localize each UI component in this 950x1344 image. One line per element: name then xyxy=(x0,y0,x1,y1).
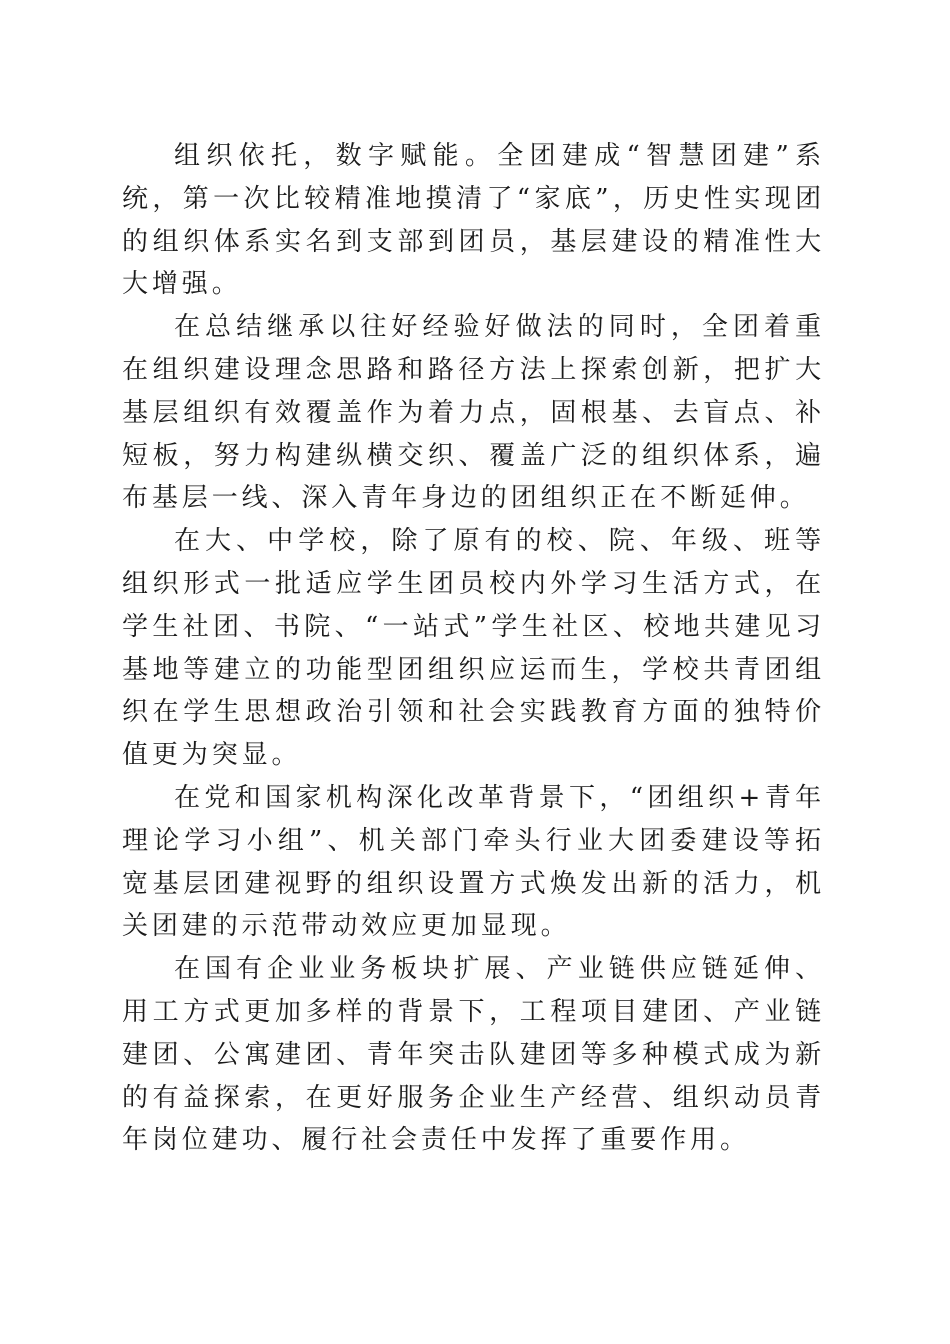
paragraph: 在大、中学校，除了原有的校、院、年级、班等组织形式一批适应学生团员校内外学习生活方式，在学生社团、书院、“一站式”学生社区、校地共建见习基地等建立的功能型团组织应运而生，学校共青团组织在学生思想政治引领和社会实践教育方面的独特价值更为突显。 xyxy=(122,526,825,771)
paragraph: 在总结继承以往好经验好做法的同时，全团着重在组织建设理念思路和路径方法上探索创新，把扩大基层组织有效覆盖作为着力点，固根基、去盲点、补短板，努力构建纵横交织、覆盖广泛的组织体系，遍布基层一线、深入青年身边的团组织正在不断延伸。 xyxy=(122,312,825,514)
paragraph: 在国有企业业务板块扩展、产业链供应链延伸、用工方式更加多样的背景下，工程项目建团、产业链建团、公寓建团、青年突击队建团等多种模式成为新的有益探索，在更好服务企业生产经营、组织动员青年岗位建功、履行社会责任中发挥了重要作用。 xyxy=(122,954,825,1156)
document-body xyxy=(122,135,825,1162)
paragraph: 在党和国家机构深化改革背景下，“团组织+青年理论学习小组”、机关部门牵头行业大团委建设等拓宽基层团建视野的组织设置方式焕发出新的活力，机关团建的示范带动效应更加显现。 xyxy=(122,782,825,942)
paragraph: 组织依托，数字赋能。全团建成“智慧团建”系统，第一次比较精准地摸清了“家底”，历史性实现团的组织体系实名到支部到团员，基层建设的精准性大大增强。 xyxy=(122,141,825,300)
